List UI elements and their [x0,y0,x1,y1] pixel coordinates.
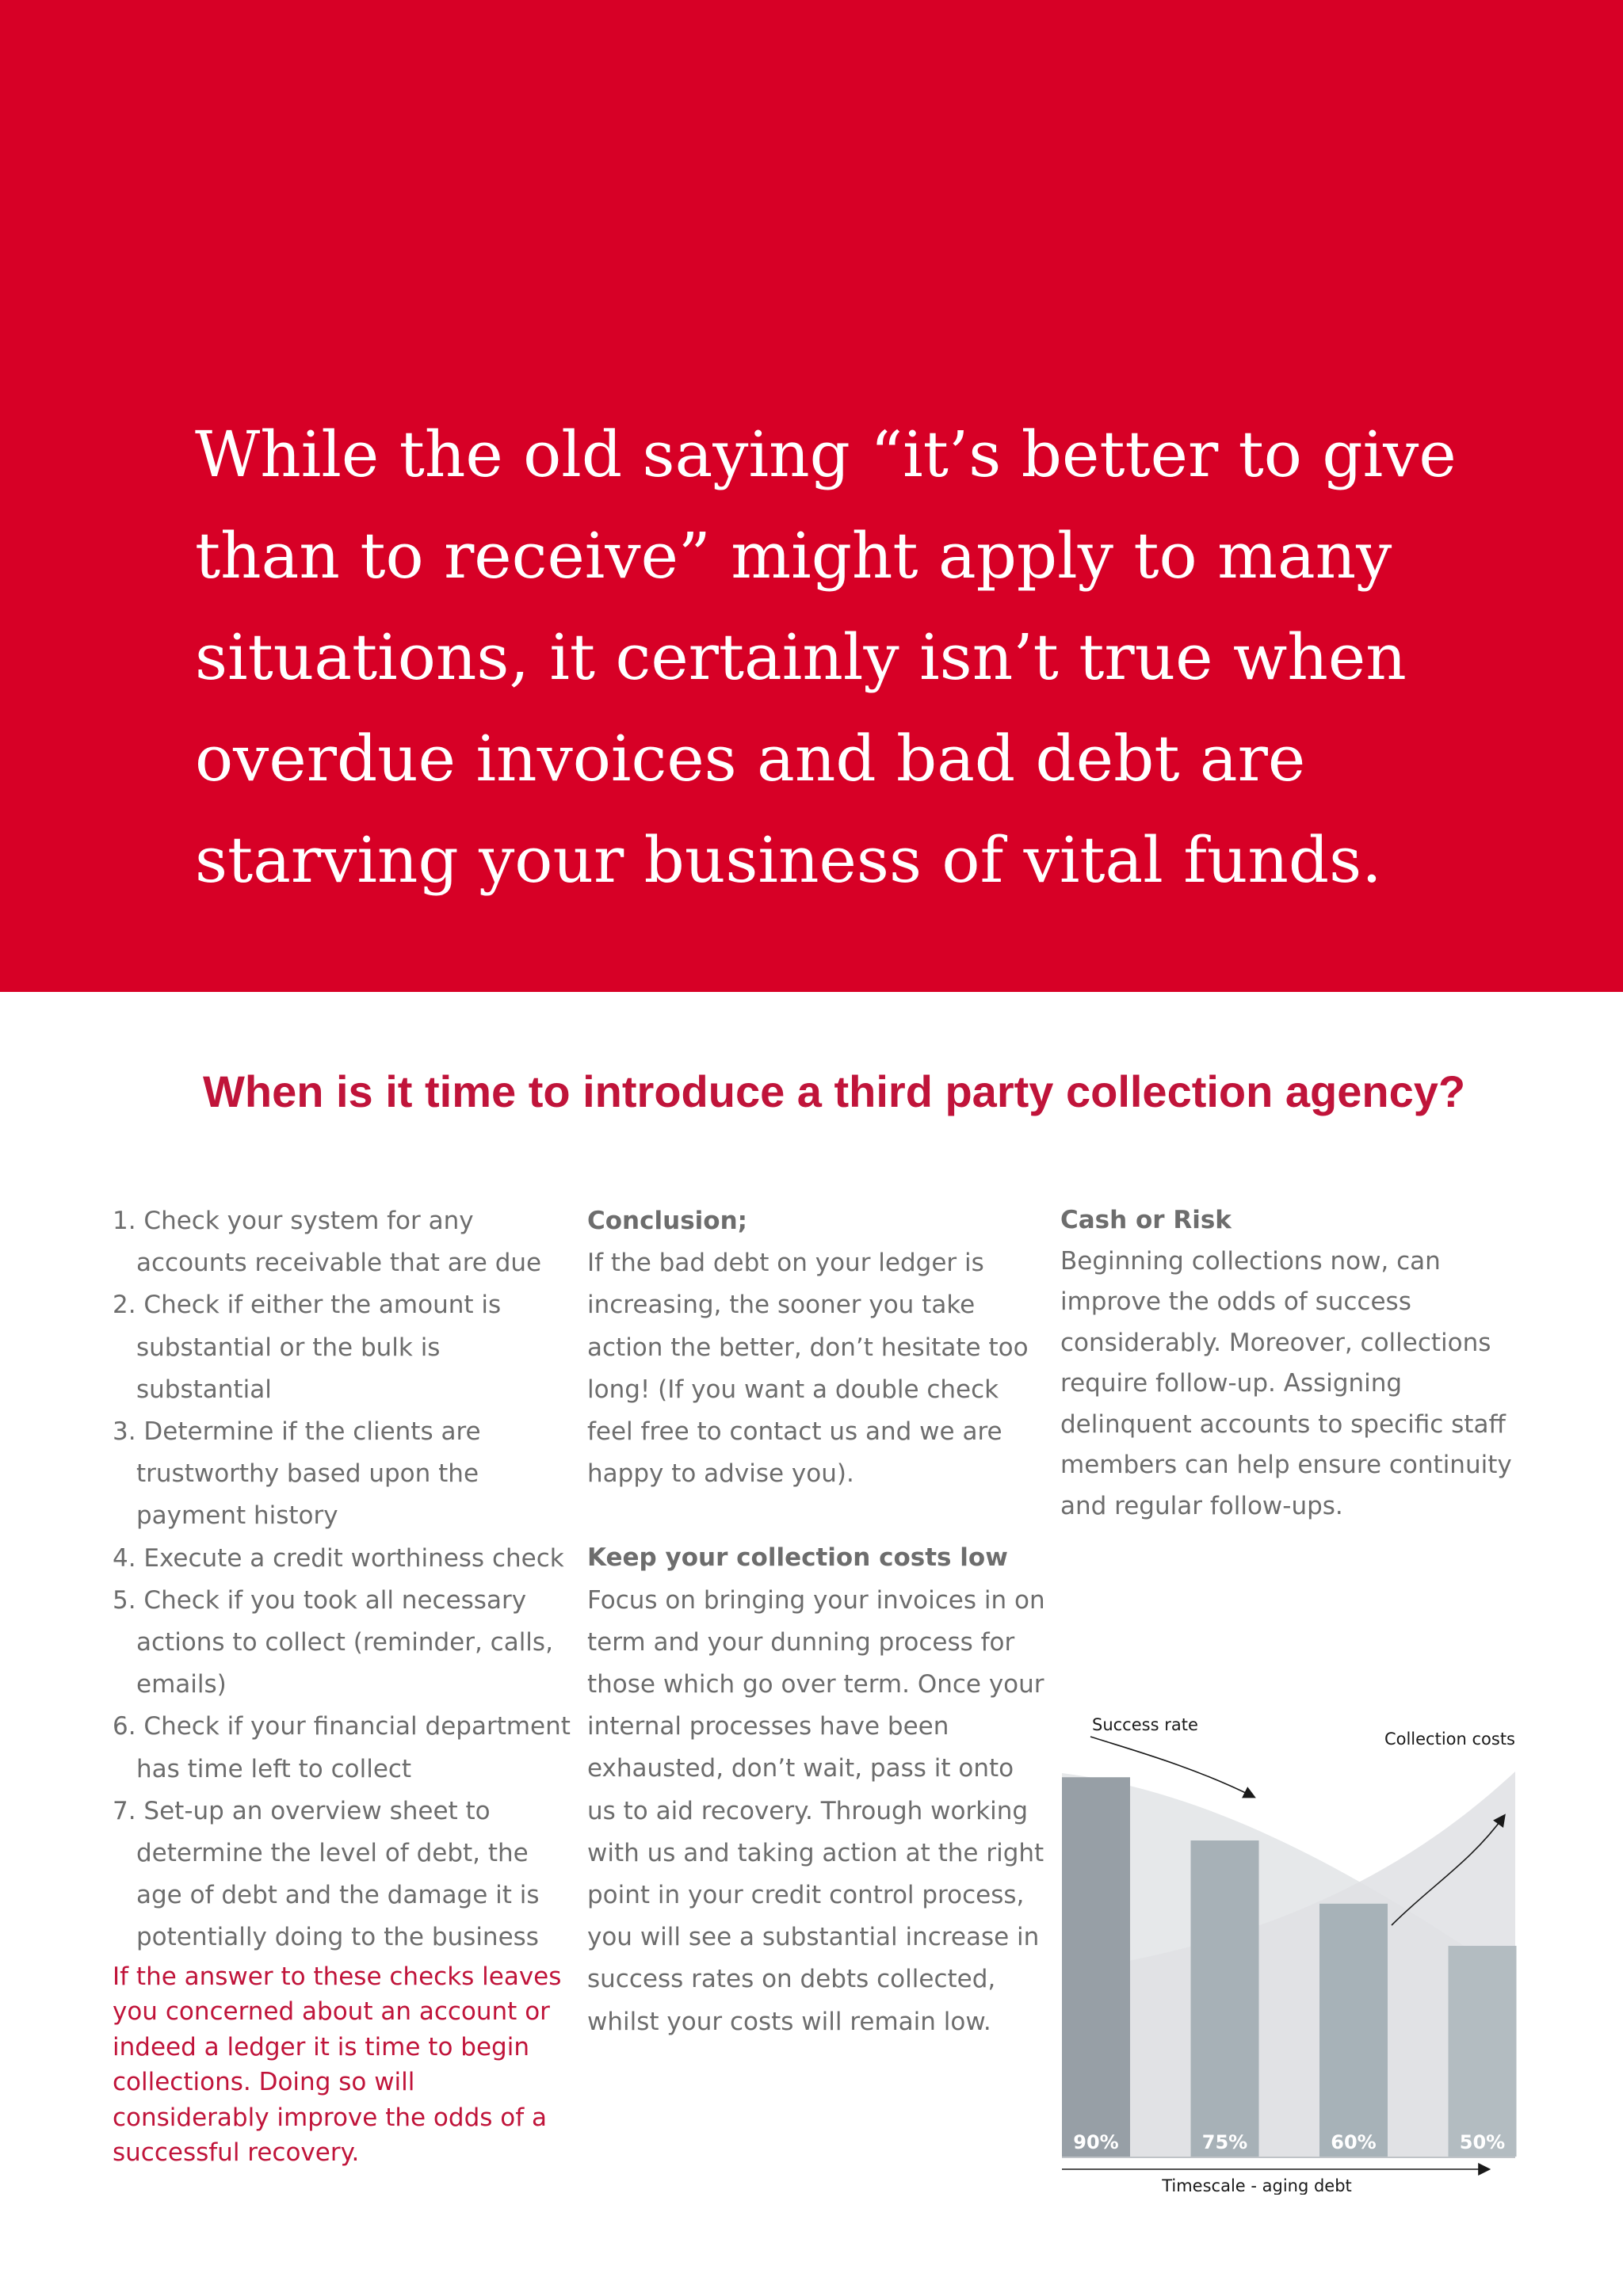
bar-50pct [1449,1946,1517,2157]
bar-value-label: 50% [1459,2131,1506,2153]
checklist-item: 6. Check if your financial department has time left to collect [113,1712,571,1783]
costs-heading: Keep your collection costs low [587,1543,1008,1573]
checklist-item: 1. Check your system for any accounts receivable that are due [113,1207,542,1278]
checklist-item: 5. Check if you took all necessary actions to collect (reminder, calls, emails) [113,1585,553,1699]
success-rate-label: Success rate [1092,1715,1198,1734]
checklist [113,1200,572,1959]
bar-value-label: 75% [1201,2131,1248,2153]
x-axis-label: Timescale - aging debt [1162,2176,1352,2195]
chart-svg [1043,1703,1534,2195]
bar-75pct [1191,1840,1259,2157]
bar-90pct [1062,1777,1130,2157]
checklist-item: 3. Determine if the clients are trustworthy based upon the payment history [113,1417,481,1531]
bar-60pct [1319,1904,1388,2157]
conclusion-text: If the bad debt on your ledger is increasing, the sooner you take action the better, don’t hesitate too long! (If you want a double check feel free to contact us and we are happy to advise you). [587,1249,1029,1489]
conclusion-column [587,1200,1047,2043]
checklist-item: 7. Set-up an overview sheet to determine the level of debt, the age of debt and the damage it is potentially doing to the business [113,1796,540,1952]
costs-text: Focus on bringing your invoices in on term and your dunning process for those which go over term. Once your internal processes have been exhausted, don’t wait, pass it onto us to aid recovery. Through working with us and taking action at the right point in your credit control process, you will see a substantial increase in success rates on debts collected, whilst your costs will remain low. [587,1585,1045,2036]
bar-value-label: 60% [1331,2131,1377,2153]
bar-value-label: 90% [1073,2131,1119,2153]
collection-costs-label: Collection costs [1384,1730,1515,1749]
cash-risk-heading: Cash or Risk [1060,1206,1232,1234]
section-title: When is it time to introduce a third party collection agency? [203,1066,1466,1116]
success-rate-chart [1043,1703,1534,2195]
hero-quote: While the old saying “it’s better to give than to receive” might apply to many situations, it certainly isn’t true when overdue invoices and bad debt are starving your business of vital funds. [195,418,1457,897]
conclusion-heading: Conclusion; [587,1207,748,1235]
checklist-column [113,1200,572,2171]
checklist-item: 2. Check if either the amount is substantial or the bulk is substantial [113,1291,502,1404]
cash-risk-text: Beginning collections now, can improve the odds of success considerably. Moreover, collections require follow-up. Assigning delinquent accounts to specific staff members can help ensure continuity and regular follow-ups. [1060,1246,1512,1520]
callout-text: If the answer to these checks leaves you concerned about an account or indeed a ledger it is time to begin collections. Doing so will considerably improve the odds of a successful recovery. [113,1962,562,2168]
checklist-item: 4. Execute a credit worthiness check [113,1543,564,1573]
hero-banner [0,0,1623,992]
cash-risk-column [1060,1200,1520,1527]
